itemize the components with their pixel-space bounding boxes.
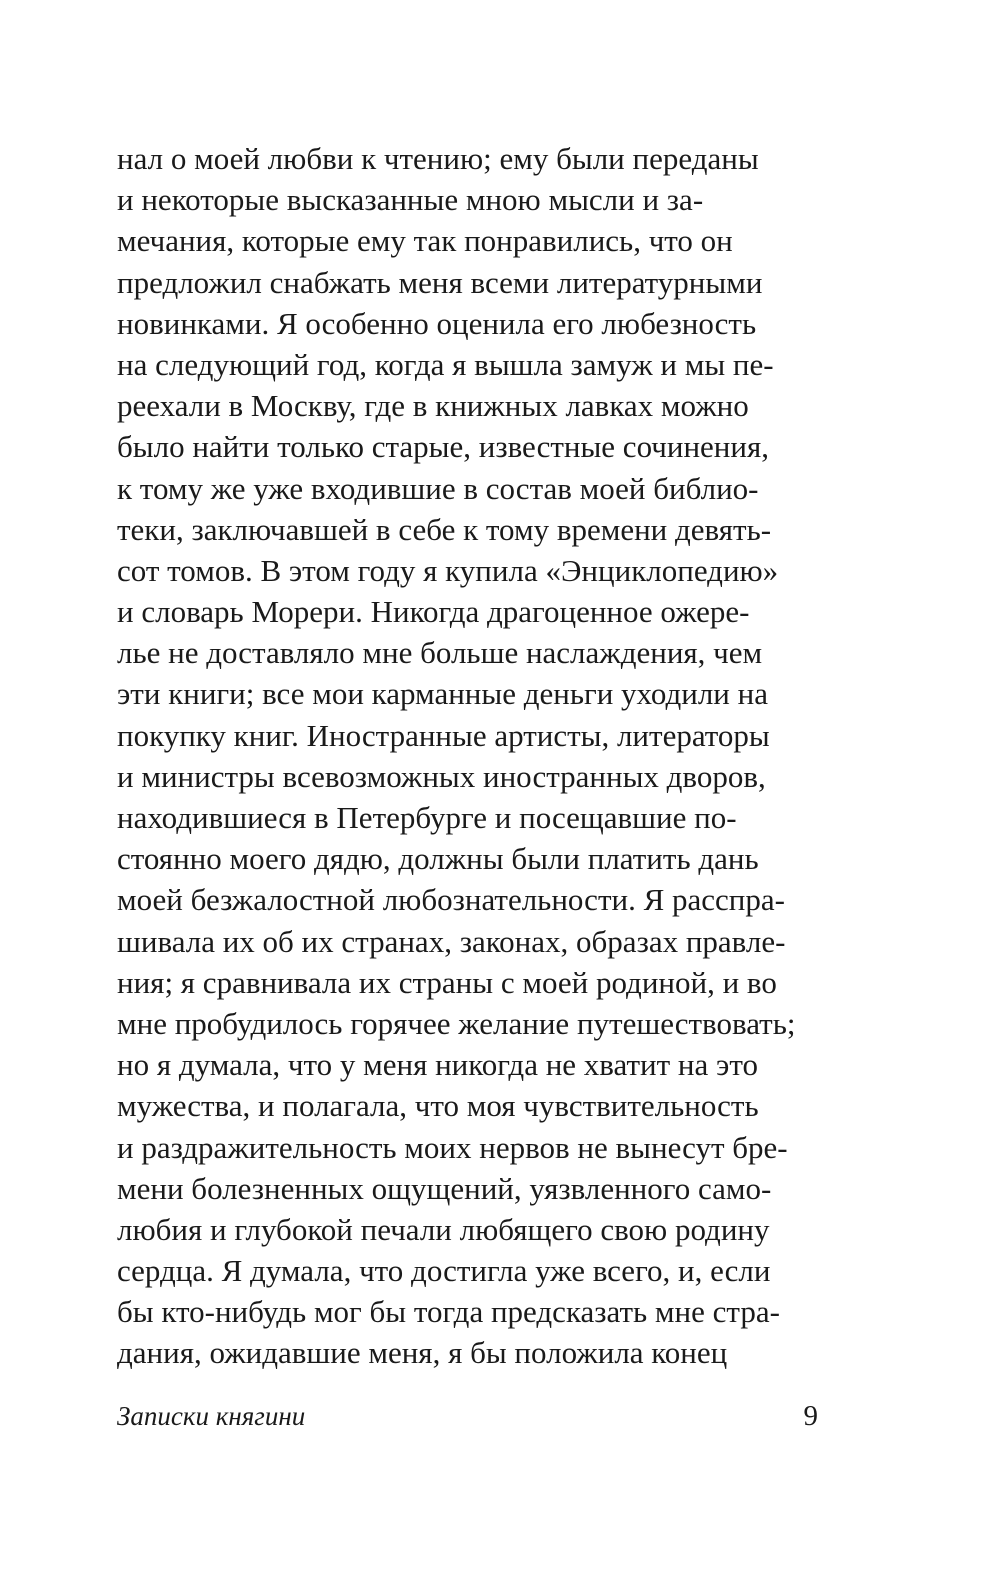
text-line: реехали в Москву, где в книжных лавках можно — [117, 388, 749, 424]
text-line: шивала их об их странах, законах, образах правле- — [117, 923, 786, 959]
text-line: моей безжалостной любознательности. Я расспра- — [117, 882, 785, 918]
text-line: нал о моей любви к чтению; ему были переданы — [117, 141, 759, 176]
text-line: предложил снабжать меня всеми литературными — [117, 264, 763, 300]
text-line: лье не доставляло мне больше наслаждения, чем — [117, 635, 763, 671]
text-line: на следующий год, когда я вышла замуж и мы пе- — [117, 346, 774, 382]
text-line: было найти только старые, известные сочинения, — [117, 429, 769, 465]
text-line: теки, заключавшей в себе к тому времени девять- — [117, 511, 772, 547]
text-line: и раздражительность моих нервов не вынесут бре- — [117, 1129, 788, 1165]
text-line: эти книги; все мои карманные деньги уходили на — [117, 676, 768, 712]
text-line: но я думала, что у меня никогда не хватит на это — [117, 1047, 758, 1083]
text-line: покупку книг. Иностранные артисты, литераторы — [117, 717, 770, 753]
text-line: сот томов. В этом году я купила «Энциклопедию» — [117, 552, 779, 588]
page-number: 9 — [803, 1400, 818, 1432]
text-line: новинками. Я особенно оценила его любезность — [117, 305, 757, 341]
page-footer — [117, 1396, 818, 1436]
text-line: мечания, которые ему так понравились, что он — [117, 223, 733, 259]
text-line: к тому же уже входившие в состав моей библио- — [117, 470, 759, 506]
text-line: сердца. Я думала, что достигла уже всего, и, если — [117, 1253, 771, 1289]
text-line: и словарь Морери. Никогда драгоценное ожере- — [117, 594, 750, 630]
text-line: ния; я сравнивала их страны с моей родиной, и во — [117, 964, 777, 1000]
text-line: мени болезненных ощущений, уязвленного само- — [117, 1170, 772, 1206]
text-line: мне пробудилось горячее желание путешествовать; — [117, 1005, 796, 1041]
text-line: дания, ожидавшие меня, я бы положила конец — [117, 1335, 728, 1371]
text-line: и некоторые высказанные мною мысли и за- — [117, 182, 704, 218]
text-line: находившиеся в Петербурге и посещавшие по- — [117, 800, 737, 835]
text-line: стоянно моего дядю, должны были платить дань — [117, 841, 759, 877]
running-title: Записки княгини — [117, 1401, 306, 1431]
text-line: бы кто-нибудь мог бы тогда предсказать мне стра- — [117, 1294, 780, 1330]
text-line: мужества, и полагала, что моя чувствительность — [117, 1088, 759, 1124]
text-line: и министры всевозможных иностранных дворов, — [117, 758, 766, 794]
body-text — [117, 138, 818, 1374]
text-line: любия и глубокой печали любящего свою родину — [117, 1211, 770, 1247]
